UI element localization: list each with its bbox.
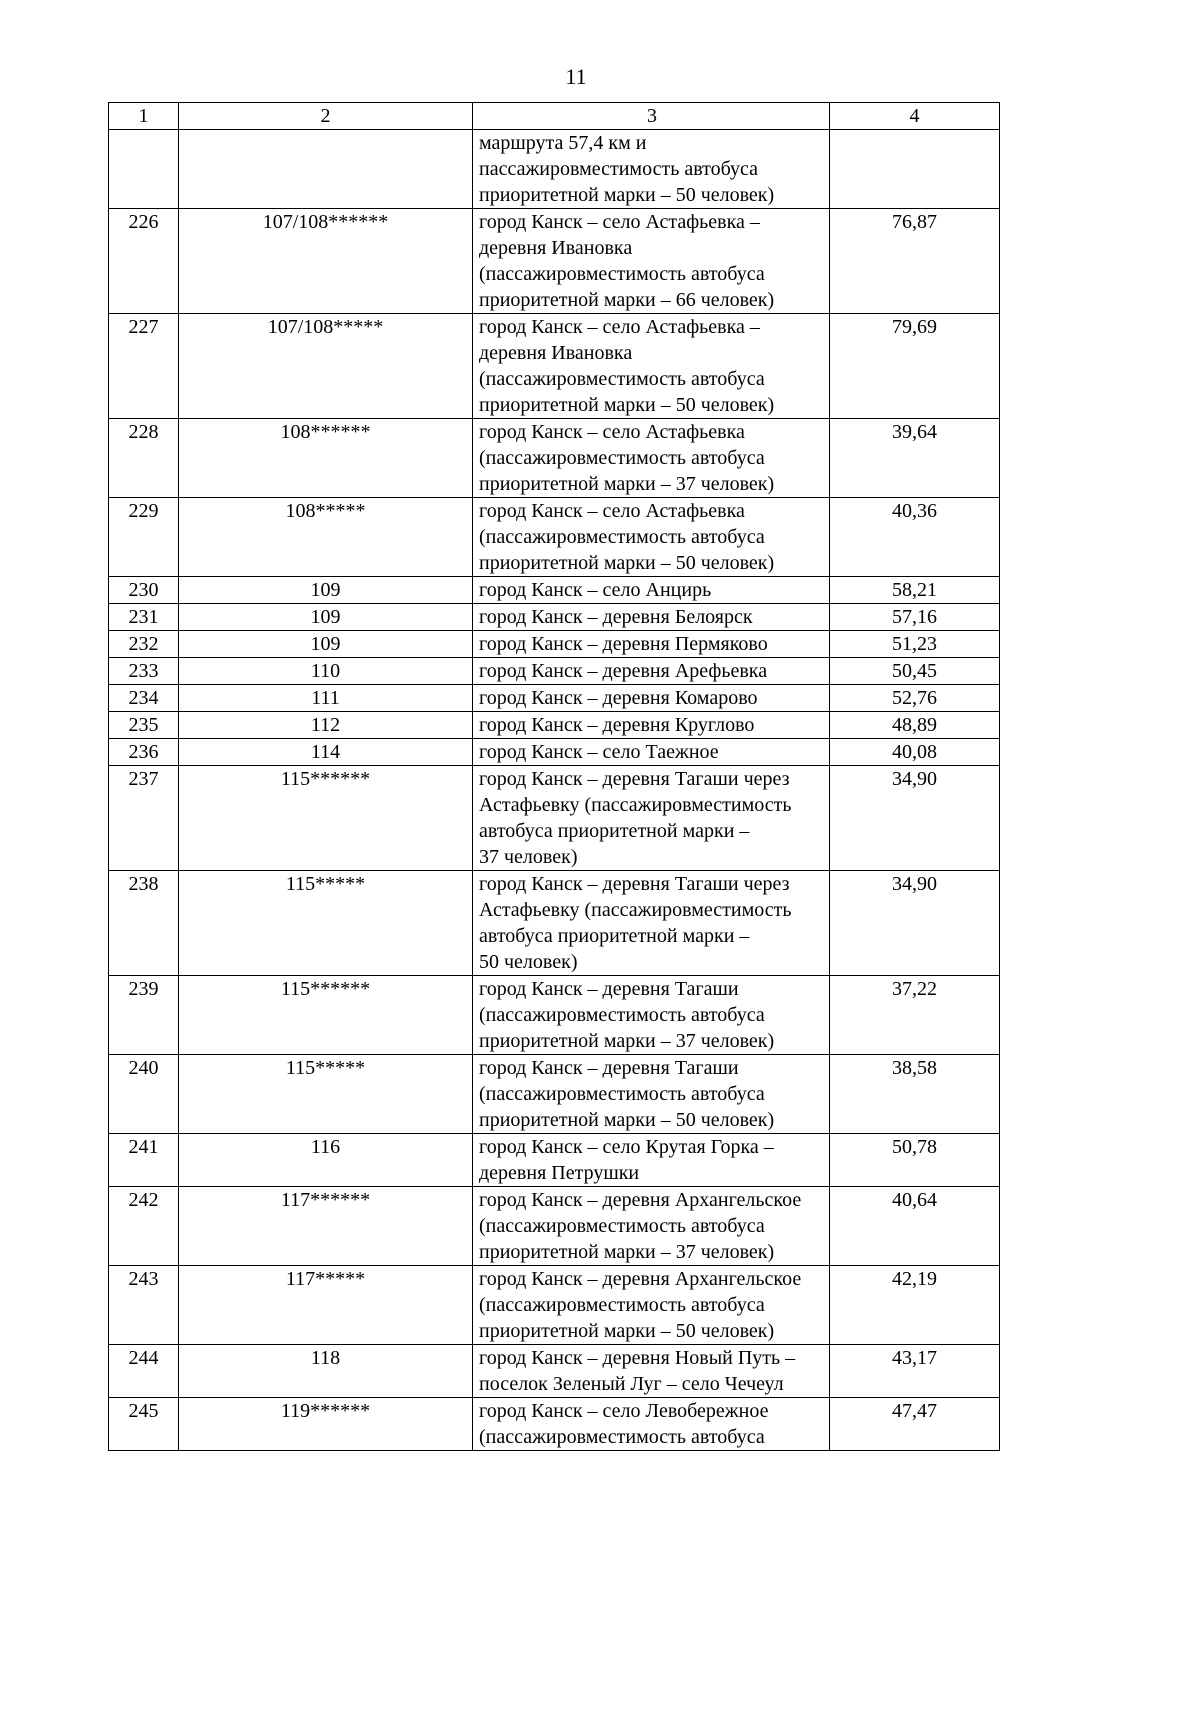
value-cell: 43,17 (830, 1345, 1000, 1398)
row-number-cell: 245 (109, 1398, 179, 1451)
route-number-cell: 115****** (179, 976, 473, 1055)
route-number-cell: 109 (179, 604, 473, 631)
value-cell: 40,64 (830, 1187, 1000, 1266)
table-row (109, 1345, 1000, 1398)
route-description-line: пассажировместимость автобуса (479, 158, 759, 180)
row-number-cell: 241 (109, 1134, 179, 1187)
route-number-cell: 119****** (179, 1398, 473, 1451)
header-cell: 2 (179, 103, 473, 130)
table-row (109, 685, 1000, 712)
route-number-cell: 117****** (179, 1187, 473, 1266)
route-description-line: город Канск – деревня Круглово (479, 714, 755, 736)
route-description-cell (473, 976, 830, 1055)
route-number-cell: 110 (179, 658, 473, 685)
table-row (109, 130, 1000, 209)
table-row (109, 712, 1000, 739)
table-row (109, 498, 1000, 577)
row-number-cell: 231 (109, 604, 179, 631)
route-description-line: (пассажировместимость автобуса (479, 1215, 765, 1237)
route-description-line: город Канск – деревня Тагаши (479, 1057, 739, 1079)
route-description-line: город Канск – деревня Тагаши (479, 978, 739, 1000)
route-description-cell (473, 604, 830, 631)
value-cell: 52,76 (830, 685, 1000, 712)
route-description-cell (473, 1345, 830, 1398)
route-number-cell: 108****** (179, 419, 473, 498)
route-description-cell (473, 1398, 830, 1451)
row-number-cell: 236 (109, 739, 179, 766)
table-row (109, 1266, 1000, 1345)
route-description-line: приоритетной марки – 37 человек) (479, 1030, 775, 1052)
route-description-cell (473, 871, 830, 976)
route-number-cell: 117***** (179, 1266, 473, 1345)
value-cell: 39,64 (830, 419, 1000, 498)
route-description-line: (пассажировместимость автобуса (479, 447, 765, 469)
route-description-line: (пассажировместимость автобуса (479, 1294, 765, 1316)
row-number-cell (109, 130, 179, 209)
table-header-row (109, 103, 1000, 130)
table-row (109, 766, 1000, 871)
value-cell: 42,19 (830, 1266, 1000, 1345)
route-description-cell (473, 1187, 830, 1266)
route-description-line: город Канск – село Таежное (479, 741, 719, 763)
route-description-line: (пассажировместимость автобуса (479, 1004, 765, 1026)
route-description-line: приоритетной марки – 50 человек) (479, 1320, 775, 1342)
value-cell: 79,69 (830, 314, 1000, 419)
route-number-cell: 115***** (179, 1055, 473, 1134)
table-row (109, 1398, 1000, 1451)
header-cell: 1 (109, 103, 179, 130)
table-row (109, 314, 1000, 419)
routes-table (108, 102, 1000, 1451)
row-number-cell: 235 (109, 712, 179, 739)
route-description-line: 37 человек) (479, 846, 578, 868)
route-description-cell (473, 739, 830, 766)
table-row (109, 739, 1000, 766)
row-number-cell: 238 (109, 871, 179, 976)
route-number-cell: 115***** (179, 871, 473, 976)
route-description-cell (473, 498, 830, 577)
value-cell: 38,58 (830, 1055, 1000, 1134)
value-cell: 50,78 (830, 1134, 1000, 1187)
value-cell: 40,36 (830, 498, 1000, 577)
value-cell (830, 130, 1000, 209)
route-description-line: город Канск – деревня Тагаши через (479, 768, 790, 790)
route-number-cell: 112 (179, 712, 473, 739)
route-description-line: город Канск – село Астафьевка – (479, 211, 760, 233)
route-number-cell: 108***** (179, 498, 473, 577)
route-description-line: Астафьевку (пассажировместимость (479, 794, 792, 816)
table-row (109, 604, 1000, 631)
table-row (109, 631, 1000, 658)
route-description-line: город Канск – село Астафьевка (479, 421, 745, 443)
route-description-cell (473, 1055, 830, 1134)
route-description-cell (473, 577, 830, 604)
route-description-cell (473, 209, 830, 314)
route-description-line: Астафьевку (пассажировместимость (479, 899, 792, 921)
row-number-cell: 226 (109, 209, 179, 314)
route-number-cell: 118 (179, 1345, 473, 1398)
table-row (109, 1055, 1000, 1134)
table-row (109, 1187, 1000, 1266)
value-cell: 34,90 (830, 871, 1000, 976)
value-cell: 34,90 (830, 766, 1000, 871)
route-description-cell (473, 1134, 830, 1187)
row-number-cell: 239 (109, 976, 179, 1055)
route-description-line: город Канск – село Левобережное (479, 1400, 769, 1422)
route-description-line: город Канск – деревня Арефьевка (479, 660, 768, 682)
row-number-cell: 232 (109, 631, 179, 658)
route-description-line: город Канск – деревня Архангельское (479, 1268, 802, 1290)
route-description-line: приоритетной марки – 50 человек) (479, 1109, 775, 1131)
route-description-line: автобуса приоритетной марки – (479, 820, 750, 842)
route-description-line: автобуса приоритетной марки – (479, 925, 750, 947)
route-description-line: город Канск – деревня Тагаши через (479, 873, 790, 895)
table-row (109, 658, 1000, 685)
route-description-line: (пассажировместимость автобуса (479, 526, 765, 548)
route-number-cell: 116 (179, 1134, 473, 1187)
route-description-line: маршрута 57,4 км и (479, 132, 647, 154)
row-number-cell: 240 (109, 1055, 179, 1134)
value-cell: 51,23 (830, 631, 1000, 658)
route-description-cell (473, 658, 830, 685)
route-description-cell (473, 130, 830, 209)
route-number-cell: 115****** (179, 766, 473, 871)
value-cell: 58,21 (830, 577, 1000, 604)
value-cell: 48,89 (830, 712, 1000, 739)
route-description-cell (473, 685, 830, 712)
route-description-line: (пассажировместимость автобуса (479, 368, 765, 390)
route-description-line: 50 человек) (479, 951, 578, 973)
row-number-cell: 234 (109, 685, 179, 712)
route-description-line: город Канск – деревня Белоярск (479, 606, 753, 628)
row-number-cell: 229 (109, 498, 179, 577)
route-number-cell: 107/108****** (179, 209, 473, 314)
route-description-line: город Канск – деревня Пермяково (479, 633, 768, 655)
route-description-line: приоритетной марки – 50 человек) (479, 552, 775, 574)
table-row (109, 976, 1000, 1055)
row-number-cell: 227 (109, 314, 179, 419)
route-number-cell: 111 (179, 685, 473, 712)
value-cell: 76,87 (830, 209, 1000, 314)
route-description-line: поселок Зеленый Луг – село Чечеул (479, 1373, 784, 1395)
row-number-cell: 244 (109, 1345, 179, 1398)
route-description-line: город Канск – деревня Новый Путь – (479, 1347, 796, 1369)
row-number-cell: 243 (109, 1266, 179, 1345)
route-description-line: город Канск – село Анцирь (479, 579, 712, 601)
route-description-cell (473, 419, 830, 498)
value-cell: 50,45 (830, 658, 1000, 685)
route-description-line: приоритетной марки – 66 человек) (479, 289, 775, 311)
route-description-cell (473, 631, 830, 658)
row-number-cell: 230 (109, 577, 179, 604)
route-description-line: приоритетной марки – 37 человек) (479, 1241, 775, 1263)
table-row (109, 209, 1000, 314)
table-row (109, 577, 1000, 604)
table-row (109, 1134, 1000, 1187)
route-description-line: город Канск – село Крутая Горка – (479, 1136, 774, 1158)
page-number: 11 (565, 64, 587, 89)
route-description-line: приоритетной марки – 50 человек) (479, 184, 775, 206)
header-cell: 4 (830, 103, 1000, 130)
value-cell: 37,22 (830, 976, 1000, 1055)
table-row (109, 871, 1000, 976)
route-description-line: (пассажировместимость автобуса (479, 1426, 765, 1448)
route-description-line: (пассажировместимость автобуса (479, 263, 765, 285)
value-cell: 57,16 (830, 604, 1000, 631)
route-description-line: город Канск – село Астафьевка (479, 500, 745, 522)
route-description-cell (473, 712, 830, 739)
route-description-cell (473, 766, 830, 871)
route-number-cell: 107/108***** (179, 314, 473, 419)
route-description-cell (473, 314, 830, 419)
table-row (109, 419, 1000, 498)
value-cell: 40,08 (830, 739, 1000, 766)
route-description-line: город Канск – деревня Комарово (479, 687, 758, 709)
row-number-cell: 237 (109, 766, 179, 871)
route-number-cell: 109 (179, 577, 473, 604)
value-cell: 47,47 (830, 1398, 1000, 1451)
route-number-cell: 114 (179, 739, 473, 766)
route-number-cell: 109 (179, 631, 473, 658)
route-description-cell (473, 1266, 830, 1345)
route-description-line: приоритетной марки – 37 человек) (479, 473, 775, 495)
route-description-line: приоритетной марки – 50 человек) (479, 394, 775, 416)
header-cell: 3 (473, 103, 830, 130)
route-number-cell (179, 130, 473, 209)
row-number-cell: 242 (109, 1187, 179, 1266)
row-number-cell: 233 (109, 658, 179, 685)
route-description-line: город Канск – деревня Архангельское (479, 1189, 802, 1211)
route-description-line: деревня Ивановка (479, 237, 633, 259)
route-description-line: город Канск – село Астафьевка – (479, 316, 760, 338)
route-description-line: деревня Ивановка (479, 342, 633, 364)
route-description-line: (пассажировместимость автобуса (479, 1083, 765, 1105)
row-number-cell: 228 (109, 419, 179, 498)
route-description-line: деревня Петрушки (479, 1162, 640, 1184)
